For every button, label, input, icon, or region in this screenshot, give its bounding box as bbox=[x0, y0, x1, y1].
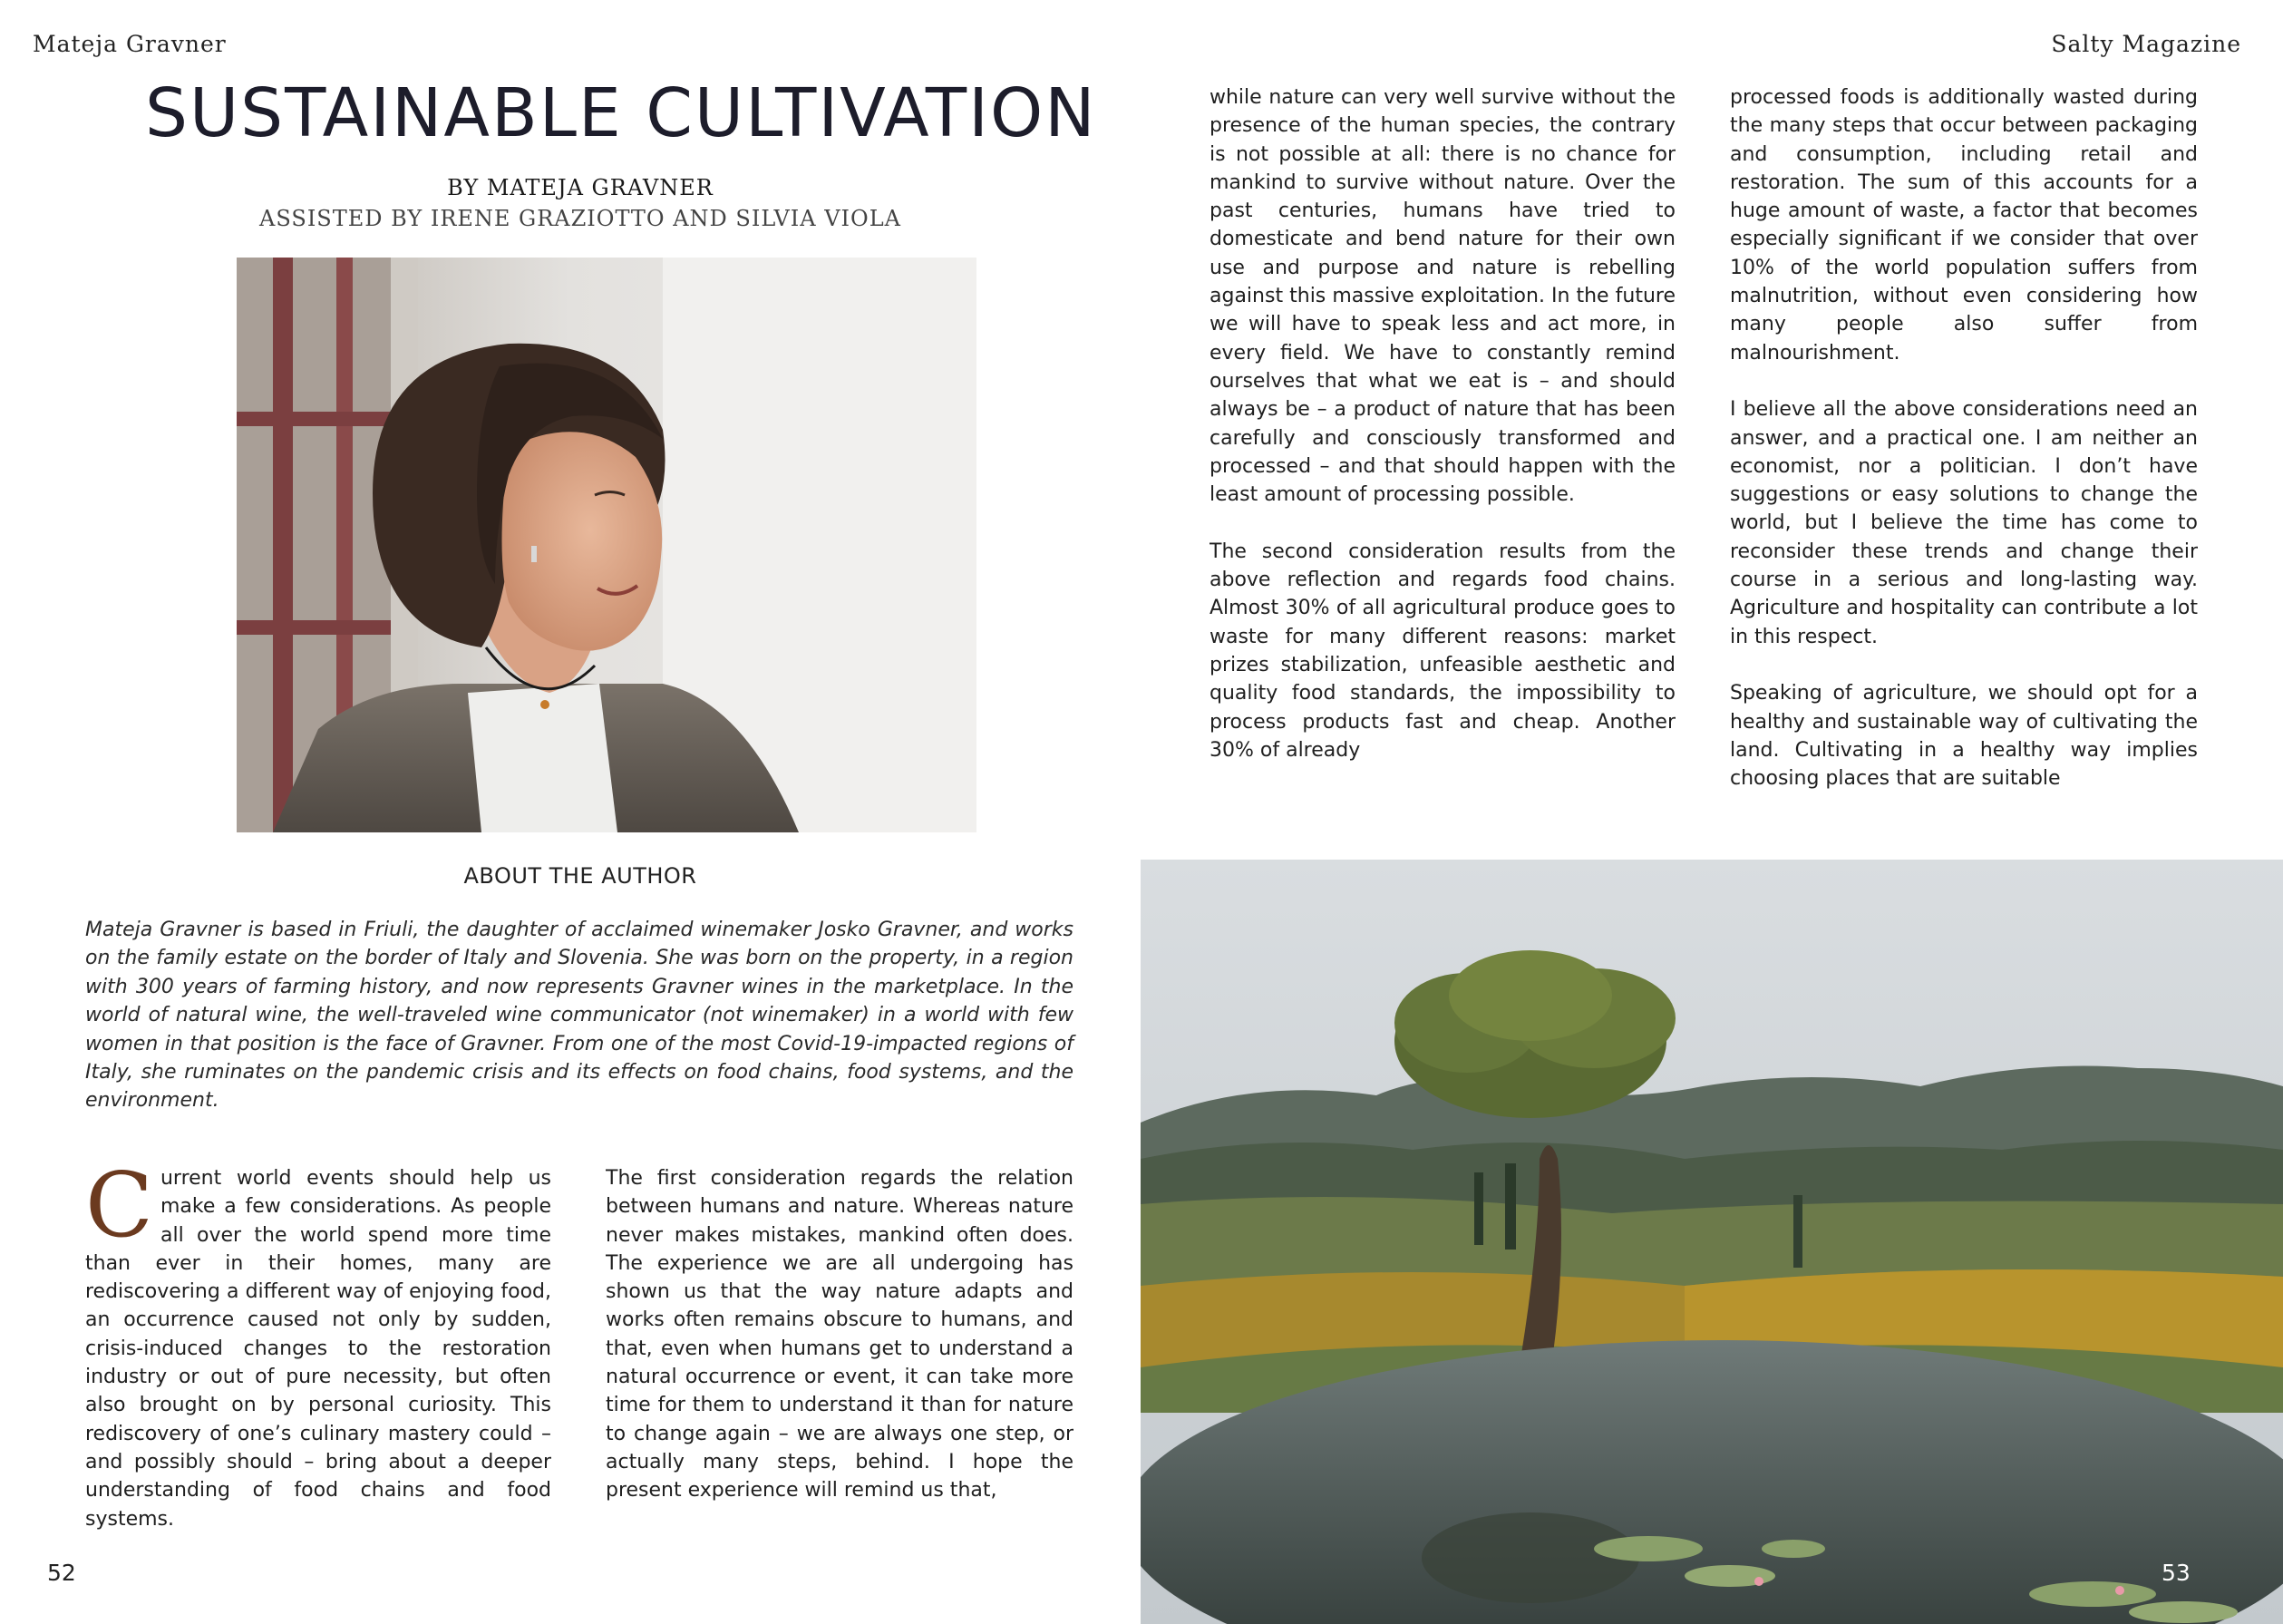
body-paragraph bbox=[85, 1164, 551, 1533]
col3-paragraph-2: The second consideration results from the above reflection and regards food chains. Almost 30% of all agricultural produce goes to waste for many different reasons: market prizes stabilization, unfeasible aesthetic and quality food standards, the impossibility to process products fast and cheap. Another 30% of already bbox=[1210, 540, 1676, 762]
body-column-4 bbox=[1730, 83, 2198, 800]
body-column-3 bbox=[1210, 83, 1676, 800]
running-head-left: Mateja Gravner bbox=[33, 31, 227, 57]
col2-text: The first consideration regards the relation between humans and nature. Whereas nature never makes mistakes, mankind often does. The experience we are all undergoing has shown us that the way nature adapts and works often remains obscure to humans, and that, even when humans get to understand a natural occurrence or event, it can take more time for them to understand it than for nature to change again – we are always one step, or actually many steps, behind. I hope the present experience will remind us that, bbox=[606, 1167, 1073, 1502]
col1-text: urrent world events should help us make a few considerations. As people all over the world spend more time than ever in their homes, many are rediscovering a different way of enjoying food, an occurrence caused not only by sudden, crisis-induced changes to the restoration industry or out of pure necessity, but often also brought on by personal curiosity. This rediscovery of one’s culinary mastery could – and possibly should – bring about a deeper understanding of food chains and food systems. bbox=[85, 1167, 551, 1531]
drop-cap: C bbox=[85, 1164, 153, 1258]
article-title: SUSTAINABLE CULTIVATION bbox=[145, 74, 1097, 152]
landscape-illustration bbox=[1141, 860, 2283, 1624]
col4-paragraph-1: processed foods is additionally wasted during the many steps that occur between packaging and consumption, including retail and restoration. The sum of this accounts for a huge amount of waste, a factor that becomes especially significant if we consider that over 10% of the world population suffers from malnutrition, without even considering how many people also suffer from malnourishment. bbox=[1730, 86, 2198, 365]
vineyard-pond-photo bbox=[1141, 860, 2283, 1624]
author-byline: BY MATEJA GRAVNER bbox=[447, 175, 714, 200]
portrait-illustration bbox=[237, 258, 976, 832]
body-column-2 bbox=[606, 1164, 1073, 1536]
body-column-1 bbox=[85, 1164, 551, 1536]
about-author-heading: ABOUT THE AUTHOR bbox=[463, 863, 697, 889]
page-number-left: 52 bbox=[47, 1560, 76, 1586]
assisted-by-line: ASSISTED BY IRENE GRAZIOTTO AND SILVIA VIOLA bbox=[259, 206, 901, 231]
col3-paragraph-1: while nature can very well survive without the presence of the human species, the contrary is not possible at all: there is no chance for mankind to survive without nature. Over the past centuries, humans have tried to domesticate and bend nature for their own use and purpose and nature is rebelling against this massive exploitation. In the future we will have to speak less and act more, in every field. We have to constantly remind ourselves that what we eat is – and should always be – a product of nature that has been carefully and consciously transformed and processed – and that should happen with the least amount of processing possible. bbox=[1210, 86, 1676, 507]
col4-paragraph-2: I believe all the above considerations need an answer, and a practical one. I am neither an economist, nor a politician. I don’t have suggestions or easy solutions to change the world, but I believe the time has come to reconsider these trends and change their course in a serious and long-lasting way. Agriculture and hospitality can contribute a lot in this respect. bbox=[1730, 398, 2198, 648]
col4-paragraph-3: Speaking of agriculture, we should opt for a healthy and sustainable way of cultivating the land. Cultivating in a healthy way implies choosing places that are suitable bbox=[1730, 682, 2198, 791]
author-portrait-photo bbox=[237, 258, 976, 832]
page-number-right: 53 bbox=[2162, 1560, 2191, 1586]
running-head-right: Salty Magazine bbox=[2051, 31, 2241, 57]
about-author-text: Mateja Gravner is based in Friuli, the daughter of acclaimed winemaker Josko Gravner, and works on the family estate on the border of Italy and Slovenia. She was born on the property, in a region with 300 years of farming history, and now represents Gravner wines in the marketplace. In the world of natural wine, the well-traveled wine communicator (not winemaker) in a world with few women in that position is the face of Gravner. From one of the most Covid-19-impacted regions of Italy, she ruminates on the pandemic crisis and its effects on food chains, food systems, and the environment. bbox=[85, 919, 1073, 1113]
